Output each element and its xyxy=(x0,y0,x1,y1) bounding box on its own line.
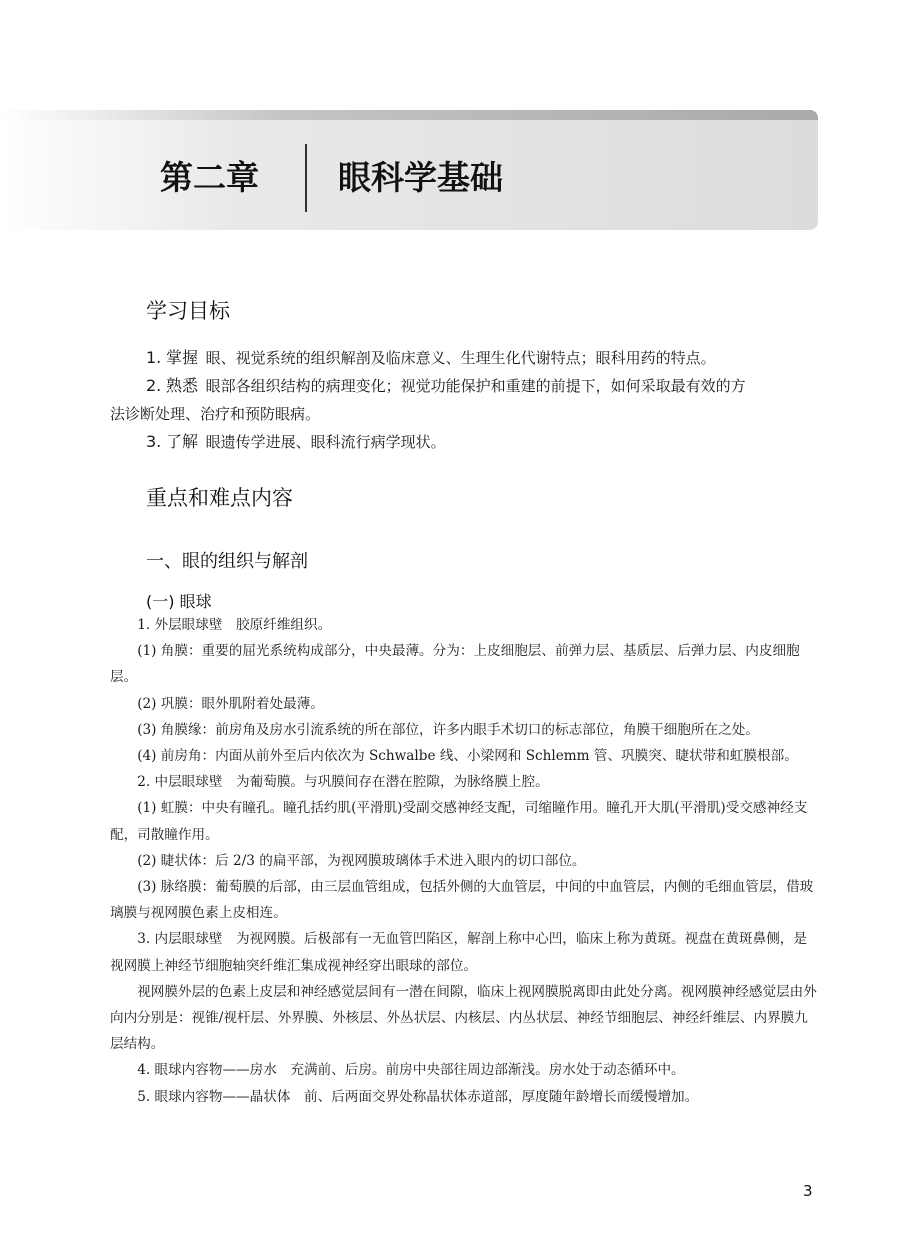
objective-key: 了解 xyxy=(166,432,199,451)
objectives-list xyxy=(110,344,818,456)
banner-top-stripe xyxy=(0,110,818,120)
objective-item xyxy=(146,344,818,372)
paragraph: (1) 角膜：重要的屈光系统构成部分，中央最薄。分为：上皮细胞层、前弹力层、基质层、后弹力层、内皮细胞层。 xyxy=(110,643,800,686)
page-number: 3 xyxy=(803,1182,813,1200)
objective-text: 眼部各组织结构的病理变化；视觉功能保护和重建的前提下，如何采取最有效的方 xyxy=(205,377,746,395)
paragraph: 3. 内层眼球壁 为视网膜。后极部有一无血管凹陷区，解剖上称中心凹，临床上称为黄斑。视盘在黄斑鼻侧，是视网膜上神经节细胞轴突纤维汇集成视神经穿出眼球的部位。 xyxy=(110,931,807,974)
subsection-heading: (一) 眼球 xyxy=(146,592,212,611)
paragraph: (2) 睫状体：后 2/3 的扁平部，为视网膜玻璃体手术进入眼内的切口部位。 xyxy=(137,852,586,869)
body-text xyxy=(110,612,820,1110)
objective-text-continued: 法诊断处理、治疗和预防眼病。 xyxy=(110,405,321,423)
objective-number: 1. xyxy=(146,348,162,367)
section-heading: 一、眼的组织与解剖 xyxy=(146,551,308,572)
paragraph: (3) 角膜缘：前房角及房水引流系统的所在部位，许多内眼手术切口的标志部位，角膜干细胞所在之处。 xyxy=(137,721,759,738)
chapter-title: 眼科学基础 xyxy=(338,158,503,197)
paragraph: 2. 中层眼球壁 为葡萄膜。与巩膜间存在潜在腔隙，为脉络膜上腔。 xyxy=(137,774,549,791)
paragraph: 5. 眼球内容物——晶状体 前、后两面交界处称晶状体赤道部，厚度随年龄增长而缓慢增加。 xyxy=(137,1088,699,1105)
key-points-heading: 重点和难点内容 xyxy=(146,486,293,510)
chapter-divider xyxy=(305,144,307,212)
objective-text: 眼遗传学进展、眼科流行病学现状。 xyxy=(205,433,446,451)
paragraph: (2) 巩膜：眼外肌附着处最薄。 xyxy=(137,695,324,712)
paragraph: 视网膜外层的色素上皮层和神经感觉层间有一潜在间隙，临床上视网膜脱离即由此处分离。视网膜神经感觉层由外向内分别是：视锥/视杆层、外界膜、外核层、外丛状层、内核层、内丛状层、神经节细胞层、神经纤维层、内界膜九层结构。 xyxy=(110,983,817,1053)
objective-item xyxy=(110,372,818,428)
objective-key: 掌握 xyxy=(166,348,199,367)
objective-key: 熟悉 xyxy=(166,376,199,395)
paragraph: (1) 虹膜：中央有瞳孔。瞳孔括约肌(平滑肌)受副交感神经支配，司缩瞳作用。瞳孔开大肌(平滑肌)受交感神经支配，司散瞳作用。 xyxy=(110,800,808,843)
paragraph: 1. 外层眼球壁 胶原纤维组织。 xyxy=(137,617,332,633)
objective-text: 眼、视觉系统的组织解剖及临床意义、生理生化代谢特点；眼科用药的特点。 xyxy=(205,349,716,367)
paragraph: 4. 眼球内容物——房水 充满前、后房。前房中央部往周边部渐浅。房水处于动态循环中。 xyxy=(137,1062,685,1079)
objectives-heading: 学习目标 xyxy=(146,299,230,323)
objective-item xyxy=(146,428,818,456)
chapter-number: 第二章 xyxy=(160,158,259,197)
objective-number: 2. xyxy=(146,376,162,395)
objective-number: 3. xyxy=(146,432,162,451)
paragraph: (3) 脉络膜：葡萄膜的后部，由三层血管组成，包括外侧的大血管层，中间的中血管层，内侧的毛细血管层，借玻璃膜与视网膜色素上皮相连。 xyxy=(110,879,814,922)
paragraph: (4) 前房角：内面从前外至后内依次为 Schwalbe 线、小梁网和 Schlemm 管、巩膜突、睫状带和虹膜根部。 xyxy=(137,748,798,765)
